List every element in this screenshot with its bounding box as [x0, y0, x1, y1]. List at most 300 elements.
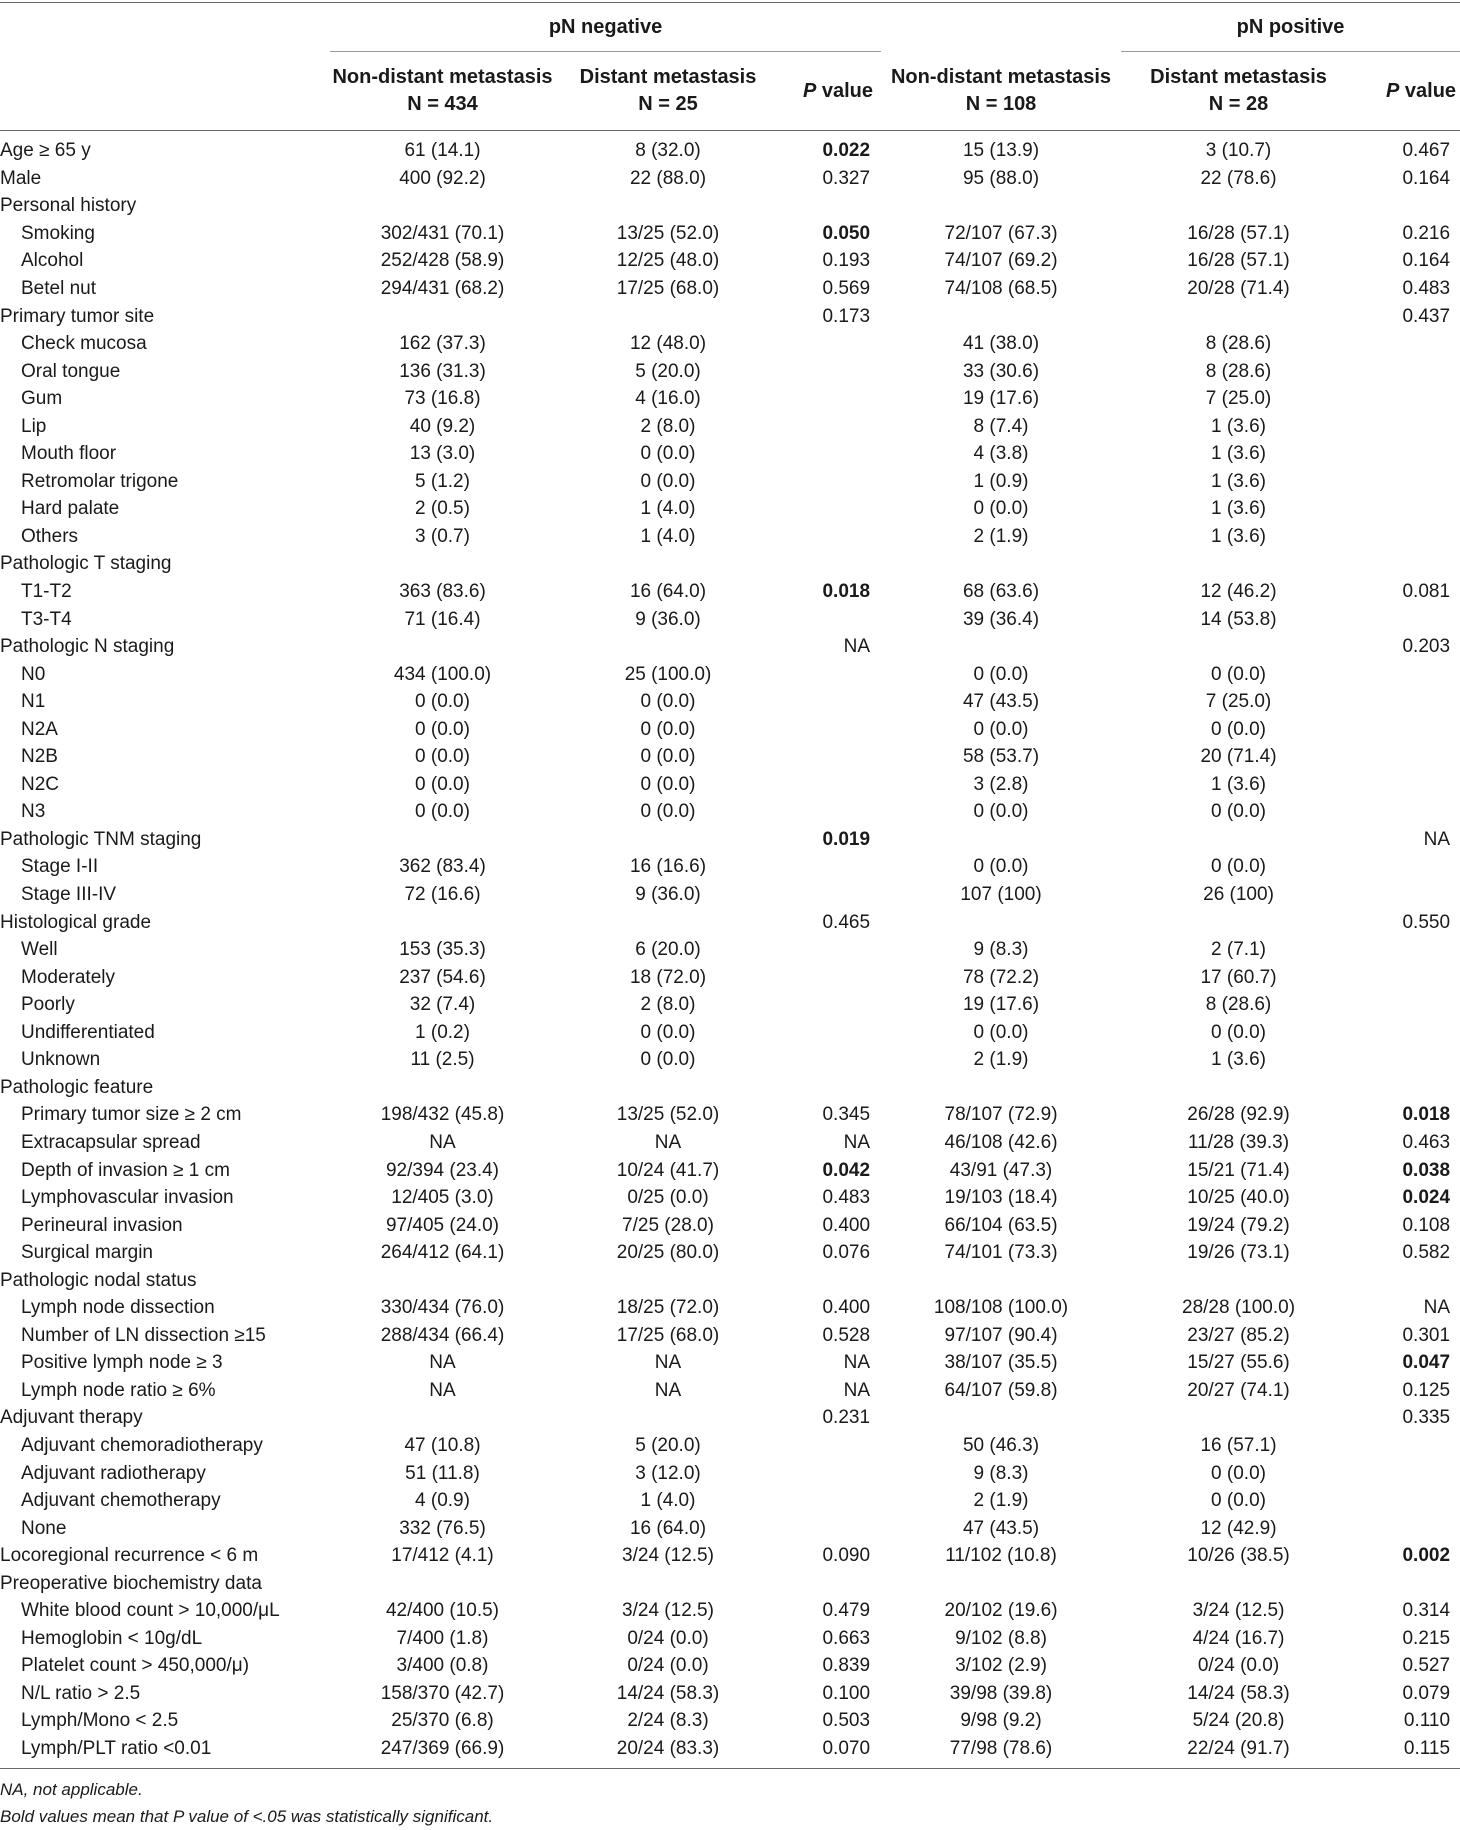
cell-neg-non-distant: NA — [429, 1379, 456, 1401]
cell-pos-non-distant: 0 (0.0) — [973, 801, 1029, 823]
cell-pos-p-value — [1356, 963, 1460, 991]
cell-pos-p-value — [1356, 523, 1460, 551]
cell-neg-distant: 1 (4.0) — [640, 1490, 696, 1512]
cell-pos-non-distant: 9/102 (8.8) — [955, 1627, 1047, 1649]
table-body — [0, 131, 1460, 1769]
cell-neg-p-value: 0.839 — [822, 1655, 871, 1677]
cell-neg-non-distant — [330, 302, 555, 330]
cell-pos-distant: 15/27 (55.6) — [1187, 1352, 1290, 1374]
row-label: Lymph/PLT ratio <0.01 — [0, 1735, 330, 1769]
table-row — [0, 660, 1460, 688]
cell-pos-p-value: 0.164 — [1402, 250, 1451, 272]
cell-neg-distant: NA — [654, 1352, 682, 1374]
row-label: Primary tumor size ≥ 2 cm — [21, 1104, 242, 1126]
cell-pos-p-value: 0.437 — [1402, 305, 1451, 327]
table-row — [0, 275, 1460, 303]
cell-pos-p-value: 0.301 — [1402, 1324, 1451, 1346]
cell-pos-p-value — [1356, 1459, 1460, 1487]
row-label: Gum — [21, 388, 63, 410]
cell-neg-p-value — [781, 605, 881, 633]
cell-neg-distant: 17/25 (68.0) — [616, 1324, 720, 1346]
cell-pos-p-value — [1356, 605, 1460, 633]
cell-neg-non-distant: 363 (83.6) — [399, 581, 486, 603]
cell-neg-p-value — [781, 688, 881, 716]
table-row — [0, 1294, 1460, 1322]
cell-neg-non-distant: NA — [429, 1352, 456, 1374]
cell-neg-non-distant: 136 (31.3) — [399, 360, 486, 382]
cell-neg-p-value: 0.479 — [822, 1600, 871, 1622]
cell-pos-p-value — [1356, 412, 1460, 440]
cell-neg-distant: 17/25 (68.0) — [616, 278, 720, 299]
cell-pos-p-value — [1356, 1266, 1460, 1294]
cell-pos-p-value — [1356, 991, 1460, 1019]
cell-pos-p-value — [1356, 495, 1460, 523]
cell-pos-non-distant: 33 (30.6) — [962, 360, 1040, 382]
cell-neg-p-value — [781, 357, 881, 385]
cell-pos-p-value: NA — [1423, 1297, 1451, 1319]
cell-neg-non-distant — [330, 1074, 555, 1102]
cell-neg-p-value: 0.050 — [822, 222, 871, 244]
cell-neg-p-value — [781, 715, 881, 743]
table-row — [0, 1377, 1460, 1405]
row-label: N0 — [21, 663, 46, 685]
row-label: Platelet count > 450,000/μ) — [21, 1655, 250, 1677]
cell-pos-p-value: 0.079 — [1402, 1682, 1451, 1704]
cell-neg-non-distant: 252/428 (58.9) — [380, 250, 505, 272]
cell-pos-distant: 1 (3.6) — [1211, 773, 1266, 795]
cell-pos-p-value — [1356, 1487, 1460, 1515]
cell-pos-non-distant: 39/98 (39.8) — [949, 1682, 1053, 1704]
cell-neg-p-value: 0.193 — [822, 250, 871, 272]
cell-pos-distant: 20 (71.4) — [1200, 746, 1277, 768]
row-label: Hemoglobin < 10g/dL — [21, 1627, 203, 1649]
cell-neg-non-distant: 73 (16.8) — [404, 388, 481, 410]
cell-neg-distant: 16 (64.0) — [629, 581, 707, 603]
table-row — [0, 385, 1460, 413]
cell-pos-p-value: 0.550 — [1402, 911, 1451, 933]
table-row — [0, 963, 1460, 991]
cell-neg-distant: 0 (0.0) — [640, 773, 696, 795]
cell-pos-non-distant: 58 (53.7) — [962, 746, 1040, 768]
table-row — [0, 412, 1460, 440]
cell-neg-non-distant: 0 (0.0) — [415, 691, 470, 713]
row-label: None — [21, 1517, 67, 1539]
cell-neg-p-value — [781, 743, 881, 771]
row-label: Pathologic nodal status — [0, 1269, 197, 1291]
cell-neg-non-distant: 237 (54.6) — [399, 966, 486, 988]
cell-neg-p-value — [781, 1487, 881, 1515]
table-row — [0, 1019, 1460, 1047]
cell-pos-distant: 2 (7.1) — [1211, 939, 1266, 961]
cell-neg-distant — [555, 633, 781, 661]
row-label: Oral tongue — [21, 360, 121, 382]
cell-neg-distant — [555, 192, 781, 220]
cell-neg-distant: 10/24 (41.7) — [616, 1159, 720, 1181]
cell-neg-p-value: 0.400 — [822, 1297, 871, 1319]
cell-pos-non-distant: 50 (46.3) — [962, 1434, 1040, 1456]
cell-pos-non-distant: 108/108 (100.0) — [933, 1297, 1069, 1319]
table-row — [0, 1542, 1460, 1570]
data-table — [0, 2, 1460, 1769]
table-row — [0, 1404, 1460, 1432]
row-label: Pathologic N staging — [0, 636, 175, 658]
cell-pos-non-distant: 8 (7.4) — [973, 415, 1029, 437]
table-row — [0, 192, 1460, 220]
cell-neg-distant: 20/25 (80.0) — [616, 1242, 720, 1264]
table-row — [0, 1322, 1460, 1350]
row-label: Number of LN dissection ≥15 — [21, 1324, 266, 1346]
cell-neg-distant: 16 (16.6) — [629, 856, 707, 878]
cell-pos-distant: 26 (100) — [1203, 884, 1274, 906]
row-label: Alcohol — [21, 250, 84, 272]
cell-neg-p-value: 0.528 — [822, 1324, 871, 1346]
cell-pos-non-distant — [881, 1266, 1121, 1294]
col-header-neg-distant-label: Distant metastasis — [579, 66, 757, 88]
cell-neg-p-value — [781, 991, 881, 1019]
cell-neg-distant: 9 (36.0) — [635, 608, 701, 630]
table-row — [0, 936, 1460, 964]
cell-pos-distant — [1121, 1266, 1356, 1294]
cell-pos-distant: 1 (3.6) — [1211, 525, 1266, 547]
row-label: Extracapsular spread — [21, 1131, 201, 1153]
row-label: Pathologic T staging — [0, 553, 172, 575]
cell-pos-non-distant: 74/108 (68.5) — [944, 278, 1058, 299]
cell-pos-distant: 7 (25.0) — [1205, 691, 1272, 713]
cell-pos-distant — [1121, 192, 1356, 220]
cell-neg-p-value: 0.231 — [822, 1407, 871, 1429]
cell-pos-p-value — [1356, 798, 1460, 826]
cell-pos-non-distant — [881, 192, 1121, 220]
table-row — [0, 220, 1460, 248]
cell-neg-p-value: 0.070 — [781, 1735, 881, 1769]
table-footnotes — [0, 1776, 493, 1830]
cell-neg-distant: 4 (16.0) — [635, 388, 701, 410]
cell-neg-non-distant: 2 (0.5) — [415, 498, 470, 520]
row-label: Unknown — [21, 1049, 101, 1071]
cell-pos-non-distant: 64/107 (59.8) — [944, 1379, 1058, 1401]
cell-pos-distant: 7 (25.0) — [1205, 388, 1272, 410]
cell-neg-non-distant — [330, 1404, 555, 1432]
table-row — [0, 1211, 1460, 1239]
cell-pos-non-distant: 66/104 (63.5) — [944, 1214, 1058, 1236]
footnote-na: NA, not applicable. — [0, 1780, 143, 1799]
cell-neg-non-distant: 302/431 (70.1) — [380, 222, 505, 244]
table-row — [0, 302, 1460, 330]
cell-pos-p-value — [1356, 881, 1460, 909]
cell-neg-distant: NA — [654, 1379, 682, 1401]
cell-neg-distant: 0/25 (0.0) — [627, 1187, 709, 1209]
table-row — [0, 853, 1460, 881]
cell-pos-distant — [1121, 908, 1356, 936]
col-header-neg-distant-n: N = 25 — [638, 93, 698, 115]
table-row — [0, 1569, 1460, 1597]
cell-pos-p-value — [1356, 660, 1460, 688]
cell-neg-p-value: 0.019 — [822, 828, 871, 850]
cell-pos-non-distant — [881, 1074, 1121, 1102]
cell-neg-p-value: 0.503 — [822, 1710, 871, 1732]
cell-neg-p-value — [781, 550, 881, 578]
cell-pos-non-distant: 78 (72.2) — [962, 966, 1040, 988]
cell-pos-distant: 0 (0.0) — [1211, 1490, 1266, 1512]
table-row — [0, 1652, 1460, 1680]
cell-neg-distant: 0 (0.0) — [640, 718, 696, 740]
cell-pos-p-value: 0.018 — [1402, 1104, 1451, 1126]
cell-neg-non-distant: 71 (16.4) — [404, 608, 481, 630]
cell-neg-p-value: 0.090 — [822, 1545, 871, 1567]
row-label: Personal history — [0, 195, 137, 217]
cell-pos-distant: 20/28 (71.4) — [1187, 278, 1290, 299]
cell-neg-p-value — [781, 1074, 881, 1102]
table-row — [0, 1074, 1460, 1102]
cell-pos-distant: 4/24 (16.7) — [1192, 1627, 1285, 1649]
cell-pos-p-value — [1356, 688, 1460, 716]
header-spacer — [0, 3, 330, 52]
cell-pos-distant: 26/28 (92.9) — [1187, 1104, 1290, 1126]
table-row — [0, 1487, 1460, 1515]
cell-pos-distant: 23/27 (85.2) — [1187, 1324, 1290, 1346]
col-header-neg-non-distant-n: N = 434 — [407, 93, 478, 115]
cell-pos-p-value — [1356, 771, 1460, 799]
cell-pos-p-value: 0.125 — [1402, 1379, 1451, 1401]
cell-neg-distant: 18 (72.0) — [629, 966, 707, 988]
table-row — [0, 1459, 1460, 1487]
row-label: Preoperative biochemistry data — [0, 1572, 262, 1594]
cell-pos-p-value: 0.582 — [1402, 1242, 1451, 1264]
cell-pos-non-distant: 41 (38.0) — [962, 333, 1040, 355]
cell-pos-p-value — [1356, 715, 1460, 743]
row-label: Adjuvant therapy — [0, 1407, 143, 1429]
cell-pos-distant — [1121, 302, 1356, 330]
cell-neg-distant: 0 (0.0) — [640, 1021, 696, 1043]
cell-neg-non-distant: 158/370 (42.7) — [380, 1682, 505, 1704]
cell-pos-non-distant: 77/98 (78.6) — [881, 1735, 1121, 1769]
col-header-pos-distant-label: Distant metastasis — [1150, 66, 1327, 88]
cell-neg-non-distant — [330, 1569, 555, 1597]
cell-pos-p-value: 0.335 — [1402, 1407, 1451, 1429]
row-label: N2A — [21, 718, 58, 740]
cell-neg-non-distant: 51 (11.8) — [405, 1462, 480, 1484]
cell-neg-p-value: NA — [843, 1352, 871, 1374]
cell-neg-distant: 20/24 (83.3) — [555, 1735, 781, 1769]
cell-neg-non-distant: 3/400 (0.8) — [396, 1655, 489, 1677]
row-label: Undifferentiated — [21, 1021, 155, 1043]
cell-neg-non-distant: 1 (0.2) — [415, 1021, 470, 1043]
cell-neg-p-value: 0.483 — [822, 1187, 871, 1209]
cell-pos-distant: 15/21 (71.4) — [1187, 1159, 1290, 1181]
cell-neg-non-distant: 97/405 (24.0) — [385, 1214, 500, 1236]
col-header-pos-non-distant-label: Non-distant metastasis — [890, 65, 1112, 88]
row-label: Mouth floor — [21, 443, 117, 465]
row-label: Lymph node dissection — [21, 1297, 215, 1319]
row-label: Surgical margin — [21, 1242, 153, 1264]
cell-neg-p-value — [781, 1514, 881, 1542]
cell-neg-p-value: 0.465 — [822, 911, 871, 933]
cell-pos-distant: 1 (3.6) — [1211, 470, 1266, 492]
p-rest: value — [816, 79, 874, 102]
cell-neg-distant — [555, 302, 781, 330]
table-row — [0, 1046, 1460, 1074]
cell-neg-non-distant: 42/400 (10.5) — [385, 1600, 500, 1622]
table-row — [0, 468, 1460, 496]
cell-neg-p-value — [781, 192, 881, 220]
cell-pos-non-distant: 2 (1.9) — [973, 1490, 1029, 1512]
row-label: Pathologic feature — [0, 1076, 154, 1098]
cell-pos-distant — [1121, 633, 1356, 661]
cell-neg-distant: 8 (32.0) — [635, 140, 701, 162]
cell-pos-non-distant: 97/107 (90.4) — [944, 1324, 1058, 1346]
cell-neg-p-value: 0.100 — [822, 1682, 871, 1704]
cell-pos-non-distant — [881, 302, 1121, 330]
cell-pos-distant: 0 (0.0) — [1211, 856, 1266, 878]
cell-pos-distant: 1 (3.6) — [1211, 498, 1266, 520]
cell-pos-non-distant: 19/103 (18.4) — [944, 1187, 1058, 1209]
col-header-neg-distant — [555, 52, 781, 131]
cell-neg-distant — [555, 908, 781, 936]
row-label: N3 — [21, 801, 46, 823]
cell-pos-non-distant: 2 (1.9) — [973, 525, 1029, 547]
cell-pos-p-value: 0.002 — [1402, 1545, 1451, 1567]
table-row — [0, 1101, 1460, 1129]
cell-pos-distant — [1121, 550, 1356, 578]
table-row — [0, 330, 1460, 358]
cell-pos-distant: 8 (28.6) — [1205, 333, 1272, 355]
cell-neg-distant — [555, 1404, 781, 1432]
cell-pos-distant — [1121, 1569, 1356, 1597]
cell-neg-p-value — [781, 1019, 881, 1047]
cell-pos-distant: 20/27 (74.1) — [1187, 1379, 1290, 1401]
cell-neg-non-distant: 330/434 (76.0) — [380, 1297, 505, 1319]
group-header-pn-negative: pN negative — [330, 3, 881, 52]
cell-pos-p-value: 0.110 — [1403, 1710, 1451, 1732]
row-label: Positive lymph node ≥ 3 — [21, 1352, 223, 1374]
cell-neg-distant: 5 (20.0) — [635, 360, 701, 382]
cell-pos-non-distant: 0 (0.0) — [973, 856, 1029, 878]
cell-neg-p-value — [781, 1569, 881, 1597]
cell-pos-p-value: 0.463 — [1402, 1131, 1451, 1153]
cell-neg-non-distant: NA — [429, 1131, 456, 1153]
table-row — [0, 1735, 1460, 1769]
cell-pos-p-value — [1356, 1046, 1460, 1074]
cell-pos-distant: 3 (10.7) — [1205, 140, 1272, 162]
cell-neg-distant: 12/25 (48.0) — [616, 250, 720, 272]
cell-pos-p-value: 0.483 — [1402, 278, 1451, 299]
cell-pos-p-value — [1356, 440, 1460, 468]
row-label: Lymph node ratio ≥ 6% — [21, 1379, 216, 1401]
cell-neg-distant: 5 (20.0) — [635, 1434, 701, 1456]
cell-pos-non-distant: 38/107 (35.5) — [944, 1352, 1058, 1374]
cell-neg-p-value — [781, 1459, 881, 1487]
cell-neg-non-distant: 264/412 (64.1) — [380, 1242, 505, 1264]
cell-neg-non-distant: 0 (0.0) — [415, 746, 470, 768]
cell-neg-p-value — [781, 523, 881, 551]
cell-pos-non-distant — [881, 1569, 1121, 1597]
cell-neg-p-value — [781, 1266, 881, 1294]
table-row — [0, 715, 1460, 743]
cell-neg-non-distant — [330, 633, 555, 661]
cell-pos-p-value — [1356, 936, 1460, 964]
cell-neg-distant: 0 (0.0) — [640, 691, 696, 713]
cell-neg-distant — [555, 1569, 781, 1597]
row-label: Male — [0, 167, 42, 189]
cell-neg-p-value: 0.018 — [822, 581, 871, 603]
cell-neg-distant: 1 (4.0) — [640, 498, 696, 520]
cell-neg-distant: 2/24 (8.3) — [627, 1710, 709, 1732]
cell-pos-distant: 3/24 (12.5) — [1192, 1600, 1285, 1622]
footnote-bold: Bold values mean that P value of <.05 was statistically significant. — [0, 1807, 494, 1826]
cell-pos-p-value — [1356, 192, 1460, 220]
cell-neg-distant — [555, 826, 781, 854]
row-label: White blood count > 10,000/μL — [21, 1600, 280, 1622]
cell-neg-non-distant: 198/432 (45.8) — [380, 1104, 505, 1126]
cell-neg-distant: 6 (20.0) — [635, 939, 701, 961]
cell-neg-p-value: 0.400 — [822, 1214, 871, 1236]
cell-pos-p-value: 0.108 — [1402, 1214, 1451, 1236]
cell-pos-p-value: 0.115 — [1356, 1735, 1460, 1769]
cell-pos-p-value — [1356, 1019, 1460, 1047]
table-row — [0, 1707, 1460, 1735]
cell-neg-non-distant: 40 (9.2) — [409, 415, 476, 437]
table-row — [0, 550, 1460, 578]
cell-pos-distant: 12 (42.9) — [1200, 1517, 1277, 1539]
cell-neg-distant: 1 (4.0) — [640, 525, 696, 547]
cell-neg-distant: 0 (0.0) — [640, 470, 696, 492]
cell-pos-non-distant: 107 (100) — [960, 884, 1042, 906]
cell-pos-p-value — [1356, 853, 1460, 881]
cell-neg-distant: 13/25 (52.0) — [616, 1104, 720, 1126]
cell-pos-p-value: 0.081 — [1402, 581, 1451, 603]
cell-neg-p-value — [781, 468, 881, 496]
cell-neg-p-value: 0.042 — [822, 1159, 871, 1181]
cell-pos-distant: 17 (60.7) — [1200, 966, 1277, 988]
row-label: Lip — [21, 415, 47, 437]
cell-pos-distant: 0 (0.0) — [1211, 718, 1266, 740]
cell-neg-distant: 25 (100.0) — [624, 663, 712, 685]
cell-neg-non-distant — [330, 192, 555, 220]
cell-neg-p-value — [781, 412, 881, 440]
cell-neg-non-distant: 0 (0.0) — [415, 718, 470, 740]
cell-pos-non-distant — [881, 550, 1121, 578]
cell-neg-distant: 9 (36.0) — [635, 884, 701, 906]
row-label: Locoregional recurrence < 6 m — [0, 1545, 259, 1567]
cell-neg-distant — [555, 1074, 781, 1102]
row-label: Betel nut — [21, 278, 96, 299]
cell-neg-p-value — [781, 440, 881, 468]
cell-pos-distant: 8 (28.6) — [1205, 360, 1272, 382]
cell-neg-distant: 2 (8.0) — [640, 994, 696, 1016]
cell-pos-distant: 1 (3.6) — [1211, 443, 1266, 465]
cell-neg-p-value: 0.569 — [822, 278, 871, 299]
row-label: N2C — [21, 773, 60, 795]
cell-neg-p-value — [781, 798, 881, 826]
cell-pos-distant: 12 (46.2) — [1200, 581, 1277, 603]
cell-pos-distant: 14 (53.8) — [1200, 608, 1277, 630]
header-label-cell — [0, 52, 330, 131]
row-label: T1-T2 — [21, 581, 72, 603]
cell-pos-p-value — [1356, 468, 1460, 496]
cell-pos-p-value — [1356, 357, 1460, 385]
table-row — [0, 1129, 1460, 1157]
cell-neg-distant: 7/25 (28.0) — [622, 1214, 714, 1236]
cell-neg-non-distant: 0 (0.0) — [415, 773, 470, 795]
cell-neg-distant: 18/25 (72.0) — [616, 1297, 720, 1319]
cell-neg-p-value — [781, 963, 881, 991]
cell-pos-non-distant: 19 (17.6) — [962, 388, 1040, 410]
cell-pos-p-value: 0.024 — [1402, 1187, 1451, 1209]
cell-pos-p-value — [1356, 1074, 1460, 1102]
cell-pos-non-distant: 2 (1.9) — [973, 1049, 1029, 1071]
table-row — [0, 523, 1460, 551]
col-header-pos-distant-n: N = 28 — [1208, 93, 1269, 115]
